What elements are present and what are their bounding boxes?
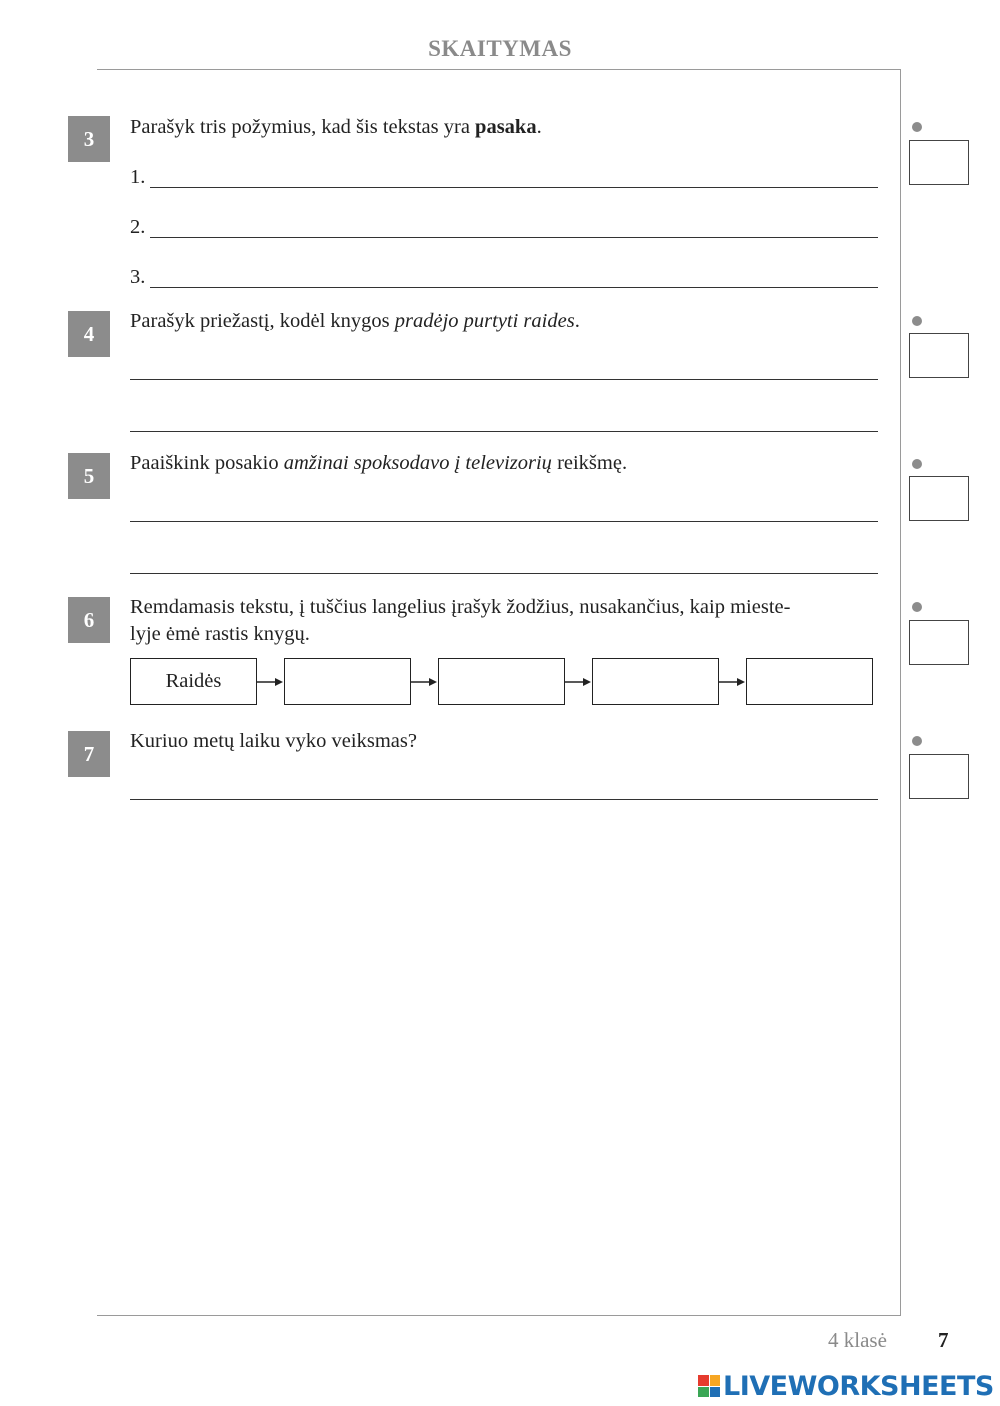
liveworksheets-wordmark: LIVEWORKSHEETS <box>723 1370 994 1402</box>
answer-7-line[interactable] <box>130 799 878 800</box>
flow-box-raides: Raidės <box>130 658 257 705</box>
page-header-title: SKAITYMAS <box>428 36 572 61</box>
answer-4-line-2[interactable] <box>130 431 878 432</box>
score-dot-4 <box>912 316 922 326</box>
answer-3-3-line[interactable] <box>150 287 878 288</box>
footer-grade: 4 klasė <box>828 1328 887 1352</box>
answer-4-line-1[interactable] <box>130 379 878 380</box>
answer-3-2-line[interactable] <box>150 237 878 238</box>
score-dot-3 <box>912 122 922 132</box>
answer-5-line-1[interactable] <box>130 521 878 522</box>
answer-3-3-label: 3. <box>130 266 146 288</box>
answer-3-1-label: 1. <box>130 166 146 188</box>
score-dot-7 <box>912 736 922 746</box>
flow-arrow-2-icon <box>411 676 437 688</box>
flow-box-5[interactable] <box>746 658 873 705</box>
question-6-number: 6 <box>68 597 110 643</box>
question-6-text: Remdamasis tekstu, į tuščius langelius įrašyk žodžius, nusakančius, kaip mieste- lyje ėmė rastis knygų. <box>130 596 791 645</box>
flow-arrow-4-icon <box>719 676 745 688</box>
answer-5-line-2[interactable] <box>130 573 878 574</box>
question-3-text: Parašyk tris požymius, kad šis tekstas yra pasaka. <box>130 116 542 138</box>
score-box-5[interactable] <box>909 476 969 521</box>
question-4-number: 4 <box>68 311 110 357</box>
score-box-4[interactable] <box>909 333 969 378</box>
flow-box-2[interactable] <box>284 658 411 705</box>
flow-box-4[interactable] <box>592 658 719 705</box>
question-3-number: 3 <box>68 116 110 162</box>
question-4-text: Parašyk priežastį, kodėl knygos pradėjo purtyti raides. <box>130 310 580 332</box>
score-box-7[interactable] <box>909 754 969 799</box>
score-box-3[interactable] <box>909 140 969 185</box>
flow-arrow-1-icon <box>257 676 283 688</box>
frame-top-border <box>97 69 901 70</box>
liveworksheets-mark-icon <box>698 1375 720 1397</box>
footer-page-number: 7 <box>938 1328 949 1352</box>
flow-box-3[interactable] <box>438 658 565 705</box>
score-dot-6 <box>912 602 922 612</box>
answer-3-2-label: 2. <box>130 216 146 238</box>
flow-arrow-3-icon <box>565 676 591 688</box>
question-5-text: Paaiškink posakio amžinai spoksodavo į televizorių reikšmę. <box>130 452 628 474</box>
question-7-text: Kuriuo metų laiku vyko veiksmas? <box>130 730 417 752</box>
answer-3-1-line[interactable] <box>150 187 878 188</box>
frame-bottom-border <box>97 1315 901 1316</box>
score-dot-5 <box>912 459 922 469</box>
frame-right-border <box>900 69 901 1316</box>
question-5-number: 5 <box>68 453 110 499</box>
score-box-6[interactable] <box>909 620 969 665</box>
question-7-number: 7 <box>68 731 110 777</box>
liveworksheets-logo <box>698 1372 994 1400</box>
